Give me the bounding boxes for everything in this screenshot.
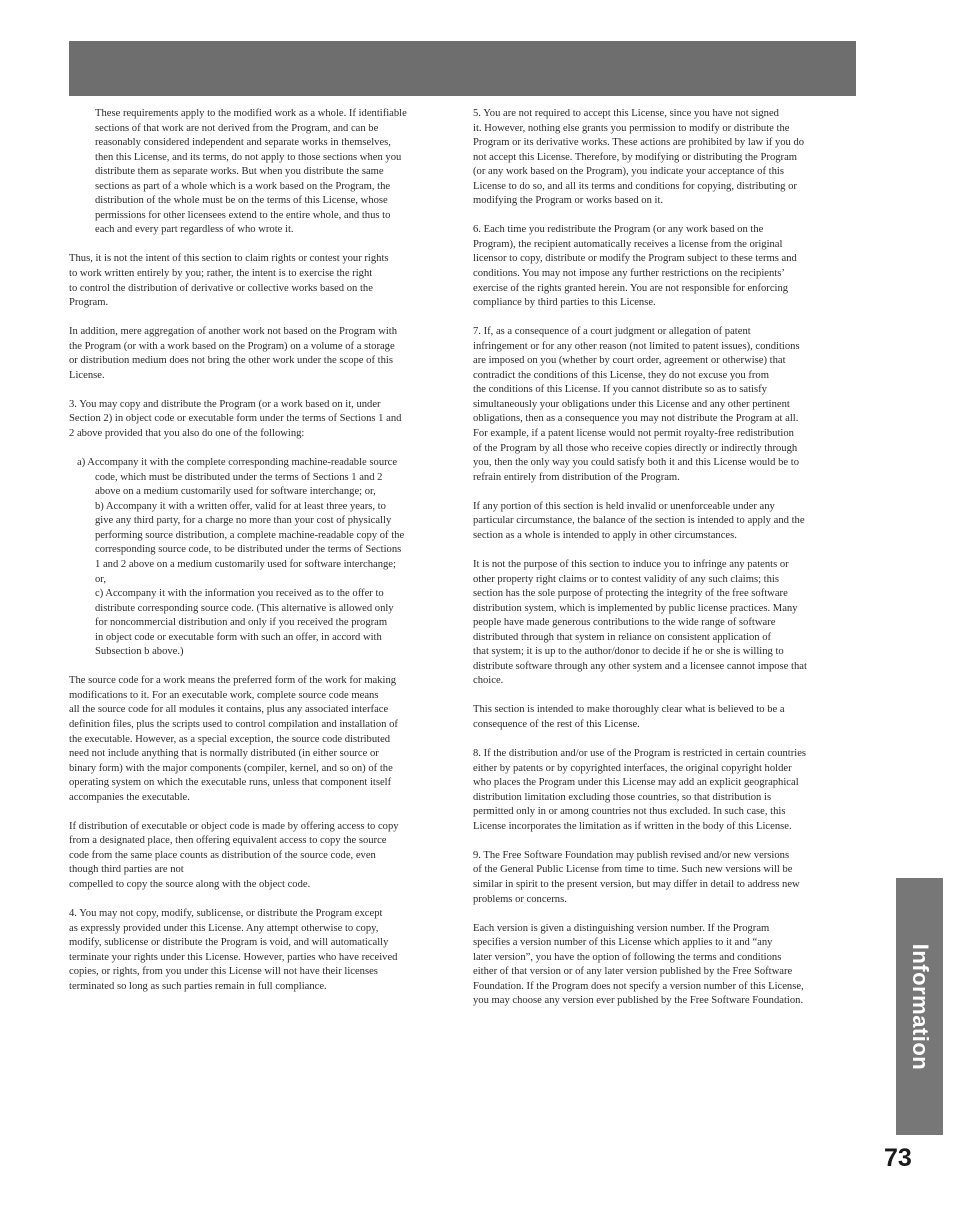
- paragraph: In addition, mere aggregation of another work not based on the Program with the Program (or with a work based on the Program) on a volume of a storage or distribution medium does not bring the other work under the scope of this License.: [69, 326, 398, 381]
- section-tab-information: [896, 878, 943, 1135]
- paragraph: The source code for a work means the preferred form of the work for making modifications to it. For an executable work, complete source code means all the source code for all modules it contains, plus any associated interface definition files, plus the scripts used to control compilation and installation of the executable. However, as a special exception, the source code distributed need not include anything that is normally distributed (in either source or binary form) with the major components (compiler, kernel, and so on) of the operating system on which the executable runs, unless that component itself accompanies the executable.: [69, 675, 398, 803]
- paragraph: 5. You are not required to accept this License, since you have not signed it. However, nothing else grants you permission to modify or distribute the Program or its derivative works. These actions are prohibited by law if you do not accept this License. Therefore, by modifying or distributing the Program (or any work based on the Program), you indicate your acceptance of this License to do so, and all its terms and conditions for copying, distributing or modifying the Program or works based on it.: [473, 108, 805, 207]
- page-number: 73: [884, 1144, 912, 1172]
- left-column: [69, 107, 451, 1009]
- paragraph: 9. The Free Software Foundation may publish revised and/or new versions of the General Public License from time to time. Such new versions will be similar in spirit to the present version, but may differ in detail to address new problems or concerns.: [473, 849, 800, 905]
- right-column: [473, 107, 855, 1023]
- paragraph: 7. If, as a consequence of a court judgment or allegation of patent infringement or for any other reason (not limited to patent issues), conditions are imposed on you (whether by court order, agreement or otherwise) that contradict the conditions of this License, they do not excuse you from the conditions of this License. If you cannot distribute so as to satisfy simultaneously your obligations under this License and any other pertinent obligations, then as a consequence you may not distribute the Program at all. For example, if a patent license would not permit royalty-free redistribution of the Program by all those who receive copies directly or indirectly through you, then the only way you could satisfy both it and this License would be to refrain entirely from distribution of the Program.: [473, 326, 800, 483]
- option-list: a) Accompany it with the complete corresponding machine-readable source code, which must be distributed under the terms of Sections 1 and 2 above on a medium customarily used for software interchange; or, b) Accompany it with a written offer, valid for at least three years, to give any third party, for a charge no more than your cost of physically performing source distribution, a complete machine-readable copy of the corresponding source code, to be distributed under the terms of Sections 1 and 2 above on a medium customarily used for software interchange; or, c) Accompany it with the information you received as to the offer to distribute corresponding source code. (This alternative is allowed only for noncommercial distribution and only if you received the program in object code or executable form with such an offer, in accord with Subsection b above.): [77, 457, 405, 658]
- paragraph: This section is intended to make thoroughly clear what is believed to be a consequence of the rest of this License.: [473, 704, 785, 730]
- paragraph: If distribution of executable or object code is made by offering access to copy from a designated place, then offering equivalent access to copy the source code from the same place counts as distribution of the source code, even though third parties are not compelled to copy the source along with the object code.: [69, 820, 399, 890]
- paragraph: These requirements apply to the modified work as a whole. If identifiable sections of that work are not derived from the Program, and can be reasonably considered independent and separate works in themselves, then this License, and its terms, do not apply to those sections when you distribute them as separate works. But when you distribute the same sections as part of a whole which is a work based on the Program, the distribution of the whole must be on the terms of this License, whose permissions for other licensees extend to the entire whole, and thus to each and every part regardless of who wrote it.: [95, 108, 407, 236]
- paragraph: It is not the purpose of this section to induce you to infringe any patents or other property right claims or to contest validity of any such claims; this section has the sole purpose of protecting the integrity of the free software distribution system, which is implemented by public license practices. Many people have made generous contributions to the wide range of software distributed through that system in reliance on consistent application of that system; it is up to the author/donor to decide if he or she is willing to distribute software through any other system and a licensee cannot impose that choice.: [473, 558, 807, 687]
- paragraph: 4. You may not copy, modify, sublicense, or distribute the Program except as expressly provided under this License. Any attempt otherwise to copy, modify, sublicense or distribute the Program is void, and will automatically terminate your rights under this License. However, parties who have received copies, or rights, from you under this License will not have their licenses terminated so long as such parties remain in full compliance.: [69, 908, 398, 992]
- header-bar: [69, 41, 856, 96]
- paragraph: Each version is given a distinguishing version number. If the Program specifies a version number of this License which applies to it and “any later version”, you have the option of following the terms and conditions either of that version or of any later version published by the Free Software Foundation. If the Program does not specify a version number of this License, you may choose any version ever published by the Free Software Foundation.: [473, 922, 804, 1007]
- section-tab-label: Information: [907, 943, 933, 1070]
- paragraph: If any portion of this section is held invalid or unenforceable under any particular circumstance, the balance of the section is intended to apply and the section as a whole is intended to apply in other circumstances.: [473, 500, 805, 541]
- paragraph: 3. You may copy and distribute the Program (or a work based on it, under Section 2) in object code or executable form under the terms of Sections 1 and 2 above provided that you also do one of the following:: [69, 398, 402, 440]
- paragraph: Thus, it is not the intent of this section to claim rights or contest your rights to work written entirely by you; rather, the intent is to exercise the right to control the distribution of derivative or collective works based on the Program.: [69, 253, 389, 309]
- paragraph: 8. If the distribution and/or use of the Program is restricted in certain countries either by patents or by copyrighted interfaces, the original copyright holder who places the Program under this License may add an explicit geographical distribution limitation excluding those countries, so that distribution is permitted only in or among countries not thus excluded. In such case, this License incorporates the limitation as if written in the body of this License.: [473, 748, 807, 832]
- paragraph: 6. Each time you redistribute the Program (or any work based on the Program), the recipient automatically receives a license from the original licensor to copy, distribute or modify the Program subject to these terms and conditions. You may not impose any further restrictions on the recipients’ exercise of the rights granted herein. You are not responsible for enforcing compliance by third parties to this License.: [473, 224, 797, 309]
